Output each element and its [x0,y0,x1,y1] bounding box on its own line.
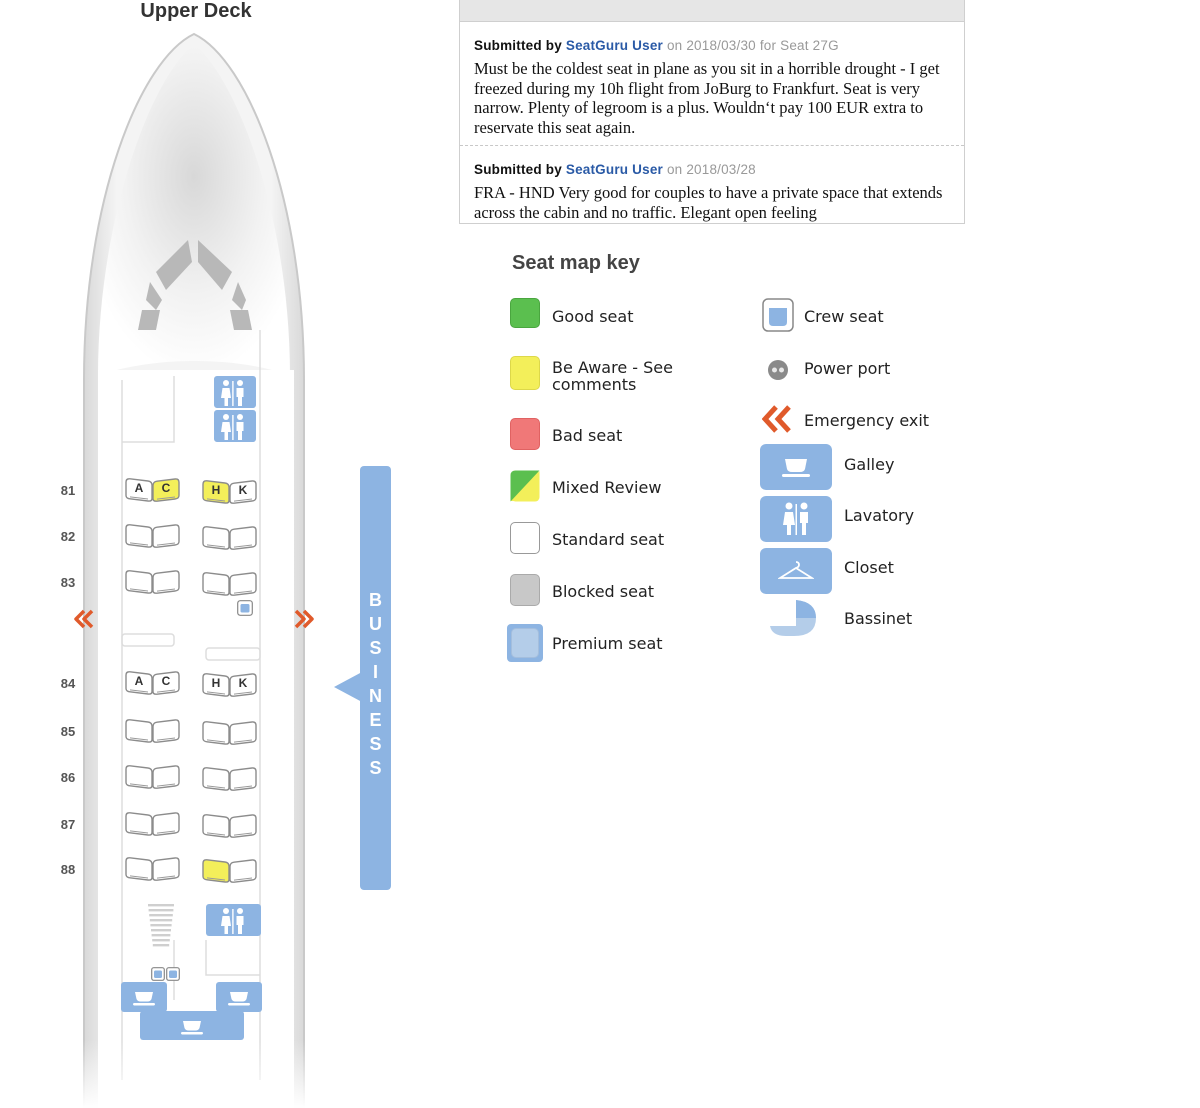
galley-icon [216,982,262,1012]
svg-text:H: H [211,676,221,690]
seat[interactable] [227,478,259,504]
lavatory-icon [206,904,261,936]
key-label: Bad seat [552,426,623,445]
submitted-label: Submitted by [474,162,562,177]
galley-icon [760,444,832,490]
bassinet-icon [766,598,822,640]
business-class-letter: N [369,686,382,706]
seat[interactable] [227,719,259,745]
good-seat-swatch [510,298,540,328]
seat[interactable] [150,717,182,743]
emergency-exit-icon [762,404,794,434]
seat[interactable] [150,522,182,548]
emergency-exit-left-icon [72,608,94,635]
row-number: 85 [60,724,76,739]
crew-seat-icon [762,298,794,332]
row-number: 81 [60,483,76,498]
svg-text:C: C [161,481,171,495]
emergency-exit-right-icon [294,608,316,635]
row-number: 83 [60,575,76,590]
seat-map [0,0,420,1108]
seat[interactable] [227,812,259,838]
review-user-link[interactable]: SeatGuru User [565,162,663,177]
seat[interactable] [150,763,182,789]
key-label: Crew seat [804,307,884,326]
seat[interactable] [150,810,182,836]
row-number: 84 [60,676,76,691]
seat[interactable] [150,669,182,695]
business-class-bar [360,466,391,890]
key-label: Closet [844,558,894,577]
row-number: 86 [60,770,76,785]
key-label: Good seat [552,307,634,326]
svg-text:C: C [161,674,171,688]
seat[interactable] [227,857,259,883]
seat[interactable] [227,671,259,697]
mixed-review-swatch [510,470,540,502]
business-class-letter: S [369,734,382,754]
svg-text:A: A [134,481,144,495]
seat[interactable] [227,765,259,791]
key-label: Emergency exit [804,411,930,430]
reviews-panel[interactable] [459,0,965,224]
svg-text:H: H [211,483,221,497]
deck-title: Upper Deck [140,0,252,22]
review-user-link[interactable]: SeatGuru User [565,38,663,53]
key-label: Power port [804,359,891,378]
seat-map-key-title: Seat map key [512,252,640,274]
crew-seat-icon [166,967,180,986]
business-class-letter: S [369,638,382,658]
review-text: Must be the coldest seat in plane as you sit in a horrible drought - I get freezed during my 10h flight from JoBurg to Frankfurt. Seat is very narrow. Plenty of legroom is a plus. Wouldn‘t pay 100 EUR extra to reservate this seat again. [474,59,940,137]
stairs-icon [146,900,176,955]
key-label: Mixed Review [552,478,662,497]
review-item [460,38,964,137]
business-class-letter: B [369,590,382,610]
nose-cone [98,44,290,376]
row-number: 82 [60,529,76,544]
key-label: Blocked seat [552,582,655,601]
lavatory-icon [214,376,256,408]
review-meta: on 2018/03/30 for Seat 27G [666,38,839,53]
review-divider [460,145,964,146]
review-meta: on 2018/03/28 [666,162,756,177]
business-class-letter: S [369,758,382,778]
svg-text:A: A [134,674,144,688]
row-number: 87 [60,817,76,832]
key-label: Lavatory [844,506,915,525]
seat[interactable] [227,524,259,550]
key-label: Bassinet [844,609,913,628]
reviews-header [460,0,964,22]
review-item [460,162,964,222]
crew-seat-icon [151,967,165,986]
lavatory-icon [214,410,256,442]
row-number: 88 [60,862,76,877]
review-text: FRA - HND Very good for couples to have a private space that extends across the cabin and no traffic. Elegant open feeling [474,183,943,222]
closet-icon [760,548,832,594]
submitted-label: Submitted by [474,38,562,53]
seat[interactable] [227,570,259,596]
business-indicator-arrow [334,670,362,709]
seat[interactable] [150,855,182,881]
crew-seat-icon [237,600,253,621]
business-class-letter: E [369,710,382,730]
business-class-letter: U [369,614,382,634]
galley-icon [140,1011,244,1040]
key-label: Galley [844,455,895,474]
business-class-letter: I [372,662,378,682]
seat[interactable] [150,568,182,594]
seat[interactable] [150,476,182,502]
standard-seat-swatch [510,522,540,554]
key-label: Premium seat [552,634,663,653]
svg-text:K: K [238,676,248,690]
power-port-icon [766,358,790,382]
svg-text:K: K [238,483,248,497]
galley-icon [121,982,167,1012]
business-class-label [360,588,391,780]
premium-seat-swatch [507,624,543,662]
blocked-seat-swatch [510,574,540,606]
be-aware-swatch [510,356,540,390]
lavatory-icon [760,496,832,542]
bad-seat-swatch [510,418,540,450]
key-label: Standard seat [552,530,665,549]
key-label: Be Aware - See comments [552,358,673,394]
